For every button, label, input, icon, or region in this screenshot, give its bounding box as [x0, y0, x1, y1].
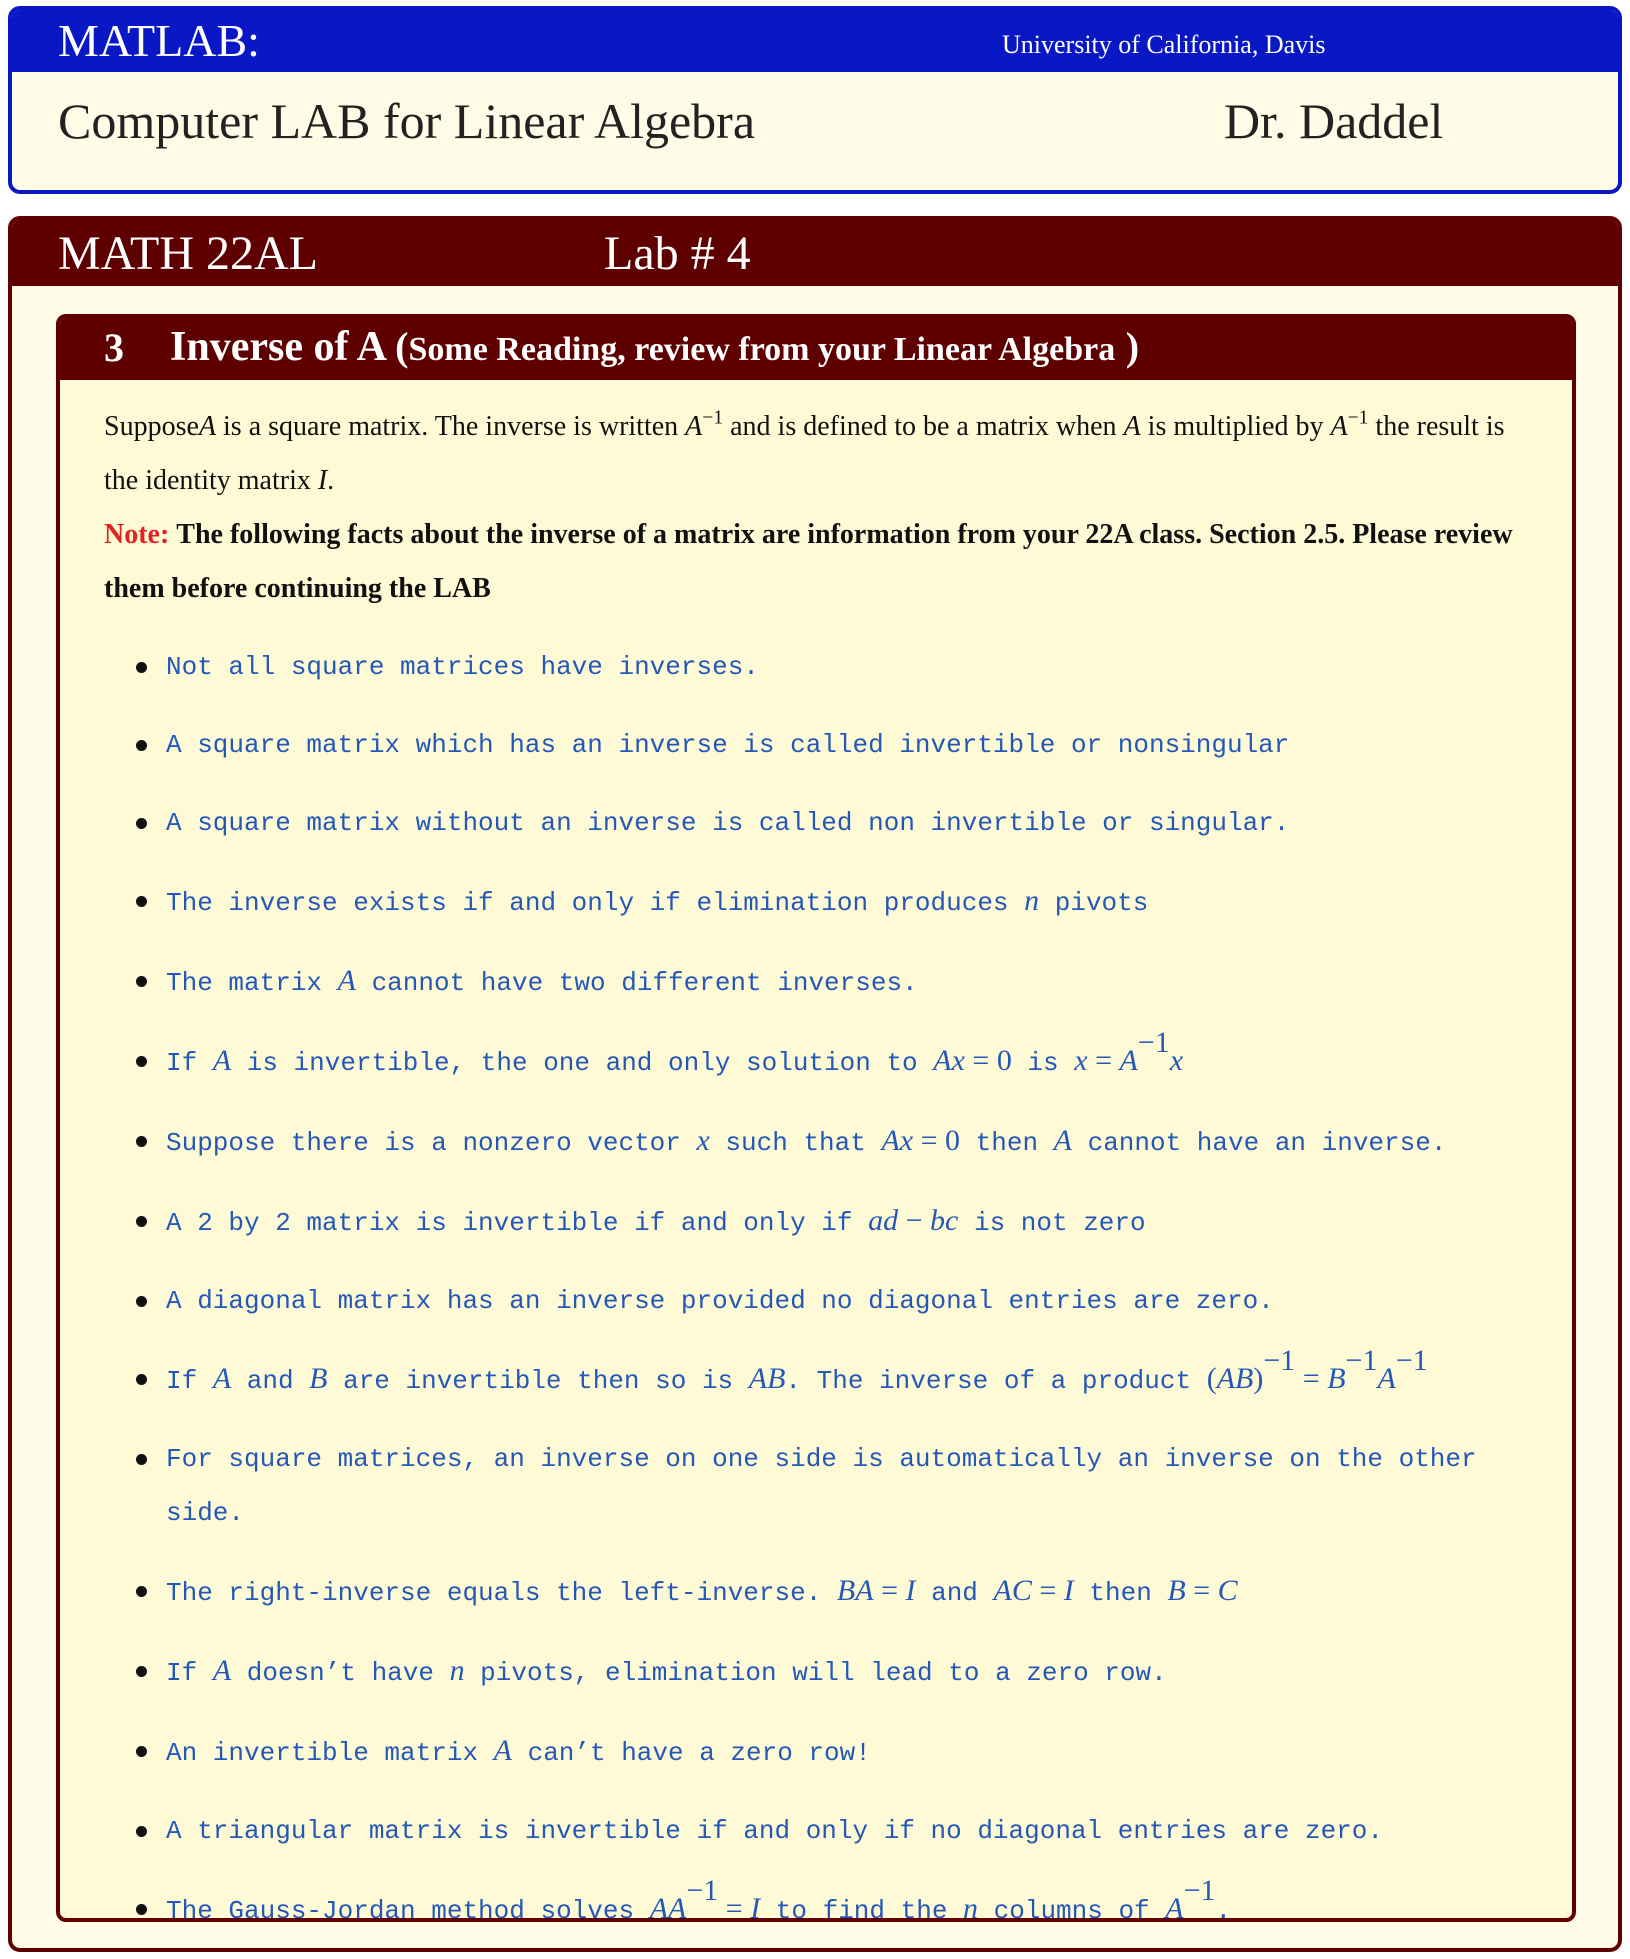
math-operator: = 0 — [913, 1124, 961, 1157]
math-operator: ) — [1253, 1362, 1264, 1395]
math-symbol: A — [212, 1362, 232, 1395]
bullet-text: pivots — [1039, 888, 1149, 918]
lab-bar — [12, 220, 1618, 286]
math-symbol: B — [1327, 1362, 1346, 1395]
bullet-text: Suppose there is a nonzero vector — [166, 1128, 697, 1158]
bullet-dot — [136, 976, 147, 987]
bullet-text: are invertible then so is — [327, 1366, 749, 1396]
math-symbol: A — [212, 1044, 232, 1077]
math-symbol: A — [1053, 1124, 1072, 1157]
bullet-text: An invertible matrix — [166, 1738, 494, 1768]
bullet-text: A diagonal matrix has an inverse provided no diagonal entries are zero. — [166, 1286, 1274, 1316]
bullet-text: can’t have a zero row! — [511, 1738, 871, 1768]
math-operator: ( — [1206, 1362, 1217, 1395]
bullet-dot — [136, 1666, 147, 1677]
course-name: Computer LAB for Linear Algebra — [58, 93, 756, 149]
list-item — [136, 1644, 1516, 1700]
note-paragraph — [104, 508, 1534, 616]
bullet-text: is invertible, the one and only solution to — [231, 1048, 934, 1078]
bullet-text: . — [1215, 1896, 1232, 1922]
list-item — [136, 1804, 1516, 1858]
math-symbol: BA — [836, 1574, 874, 1607]
bullet-text: and — [231, 1366, 310, 1396]
intro-text: is a square matrix. The inverse is written — [216, 411, 686, 442]
math-symbol: A — [685, 411, 703, 442]
math-symbol: A — [1119, 1044, 1138, 1077]
math-operator: = — [1031, 1574, 1064, 1607]
bullet-text: A square matrix without an inverse is called non invertible or singular. — [166, 808, 1290, 838]
bullet-text: to find the — [760, 1896, 964, 1922]
bullet-dot — [136, 1056, 147, 1067]
bullet-text: The right-inverse equals the left-inverse. — [166, 1578, 837, 1608]
header-box — [8, 6, 1622, 194]
bullet-text: then — [1073, 1578, 1168, 1608]
section-body — [104, 400, 1534, 616]
section-title — [170, 326, 1139, 368]
list-item — [136, 718, 1516, 772]
university-label: University of California, Davis — [1002, 30, 1326, 59]
math-operator: = — [873, 1574, 906, 1607]
bullet-text: pivots, elimination will lead to a zero row. — [464, 1658, 1167, 1688]
math-superscript: −1 — [1137, 1026, 1170, 1059]
math-superscript: −1 — [702, 407, 724, 429]
bullet-text: The inverse exists if and only if elimination produces — [166, 888, 1025, 918]
section-title-text: Inverse of A — [170, 324, 385, 370]
math-symbol: A — [1330, 411, 1348, 442]
intro-text: Suppose — [104, 411, 199, 442]
header-bar — [12, 10, 1618, 72]
math-operator: − — [898, 1204, 931, 1237]
math-symbol: I — [905, 1574, 916, 1607]
bullet-dot — [136, 1586, 147, 1597]
intro-text: . — [327, 465, 335, 496]
bullet-text: The Gauss-Jordan method solves — [166, 1896, 650, 1922]
math-symbol: B — [1167, 1574, 1186, 1607]
bullet-text: For square matrices, an inverse on one side is automatically an inverse on the other side. — [166, 1444, 1477, 1528]
bullet-dot — [136, 1374, 147, 1385]
bullet-text: The matrix — [166, 968, 338, 998]
note-label: Note: — [104, 519, 170, 550]
math-symbol: I — [317, 465, 328, 496]
math-symbol: AA — [649, 1892, 687, 1922]
math-superscript: −1 — [686, 1874, 719, 1907]
note-text: The following facts about the inverse of a matrix are information from your 22A class. Section 2.5. Please review them before continuing the LAB — [104, 519, 1513, 604]
list-item — [136, 796, 1516, 850]
math-operator: = 0 — [964, 1044, 1012, 1077]
intro-text: is multiplied by — [1140, 411, 1331, 442]
math-symbol: I — [1063, 1574, 1074, 1607]
math-superscript: −1 — [1263, 1344, 1296, 1377]
math-symbol: C — [1217, 1574, 1238, 1607]
bullet-dot — [136, 1216, 147, 1227]
math-symbol: AB — [1216, 1362, 1254, 1395]
list-item — [136, 1724, 1516, 1780]
intro-text: and is defined to be a matrix when — [723, 411, 1124, 442]
math-symbol: n — [449, 1654, 465, 1687]
facts-list — [136, 640, 1516, 1922]
list-item — [136, 1274, 1516, 1328]
bullet-text: then — [960, 1128, 1054, 1158]
list-item — [136, 954, 1516, 1010]
bullet-dot — [136, 1826, 147, 1837]
bullet-dot — [136, 896, 147, 907]
bullet-text: cannot have an inverse. — [1071, 1128, 1447, 1158]
bullet-dot — [136, 1904, 147, 1915]
list-item — [136, 1026, 1516, 1090]
bullet-dot — [136, 818, 147, 829]
section-number: 3 — [104, 325, 124, 370]
lab-box — [8, 216, 1622, 1952]
math-symbol: bc — [930, 1204, 959, 1237]
bullet-text: A triangular matrix is invertible if and only if no diagonal entries are zero. — [166, 1816, 1383, 1846]
math-symbol: x — [1169, 1044, 1184, 1077]
math-superscript: −1 — [1395, 1344, 1428, 1377]
bullet-text: doesn’t have — [231, 1658, 450, 1688]
list-item — [136, 1194, 1516, 1250]
bullet-dot — [136, 740, 147, 751]
intro-text: the result is the identity matrix — [104, 411, 1505, 496]
bullet-text: such that — [709, 1128, 882, 1158]
bullet-text: and — [915, 1578, 994, 1608]
section-subtitle-close: ) — [1125, 324, 1140, 369]
math-superscript: −1 — [1183, 1874, 1216, 1907]
bullet-text: If — [166, 1658, 213, 1688]
section-box — [56, 314, 1576, 1922]
math-symbol: AC — [993, 1574, 1032, 1607]
lab-number: Lab # 4 — [604, 227, 751, 280]
math-symbol: x — [696, 1124, 710, 1157]
math-symbol: Ax — [933, 1044, 965, 1077]
section-subtitle-open: ( — [395, 324, 409, 369]
section-header — [60, 318, 1572, 380]
bullet-text: is — [1011, 1048, 1075, 1078]
list-item — [136, 1564, 1516, 1620]
bullet-text: A 2 by 2 matrix is invertible if and only if — [166, 1208, 869, 1238]
math-operator: = — [1185, 1574, 1218, 1607]
math-symbol: A — [337, 964, 356, 997]
math-operator: = — [1295, 1362, 1328, 1395]
bullet-dot — [136, 1296, 147, 1307]
math-symbol: A — [1123, 411, 1141, 442]
math-symbol: B — [309, 1362, 328, 1395]
math-symbol: A — [1377, 1362, 1396, 1395]
bullet-text: cannot have two different inverses. — [355, 968, 918, 998]
bullet-text: A square matrix which has an inverse is called invertible or nonsingular — [166, 730, 1290, 760]
math-symbol: Ax — [881, 1124, 914, 1157]
math-symbol: n — [1024, 884, 1040, 917]
bullet-dot — [136, 1136, 147, 1147]
math-symbol: x — [1074, 1044, 1088, 1077]
math-symbol: A — [1165, 1892, 1184, 1922]
math-symbol: A — [212, 1654, 232, 1687]
list-item — [136, 1432, 1516, 1540]
bullet-text: is not zero — [958, 1208, 1146, 1238]
list-item — [136, 874, 1516, 930]
math-symbol: ad — [868, 1204, 899, 1237]
bullet-text: . The inverse of a product — [785, 1366, 1207, 1396]
instructor-name: Dr. Daddel — [1224, 93, 1444, 149]
list-item — [136, 640, 1516, 694]
bullet-dot — [136, 662, 147, 673]
header-title: MATLAB: — [58, 15, 260, 66]
math-superscript: −1 — [1345, 1344, 1378, 1377]
math-operator: = — [1087, 1044, 1120, 1077]
bullet-text: If — [166, 1048, 213, 1078]
bullet-text: If — [166, 1366, 213, 1396]
math-symbol: n — [963, 1892, 979, 1922]
bullet-dot — [136, 1454, 147, 1465]
math-symbol: AB — [748, 1362, 786, 1395]
list-item — [136, 1344, 1516, 1408]
intro-paragraph — [104, 400, 1534, 508]
math-symbol: A — [493, 1734, 512, 1767]
math-symbol: I — [750, 1892, 761, 1922]
bullet-text: columns of — [978, 1896, 1166, 1922]
section-subtitle: Some Reading, review from your Linear Algebra — [408, 331, 1116, 368]
math-superscript: −1 — [1347, 407, 1369, 429]
list-item — [136, 1114, 1516, 1170]
list-item — [136, 1874, 1516, 1922]
bullet-text: Not all square matrices have inverses. — [166, 652, 759, 682]
bullet-dot — [136, 1746, 147, 1757]
lab-course: MATH 22AL — [58, 227, 318, 280]
math-symbol: A — [198, 411, 217, 442]
math-operator: = — [718, 1892, 751, 1922]
